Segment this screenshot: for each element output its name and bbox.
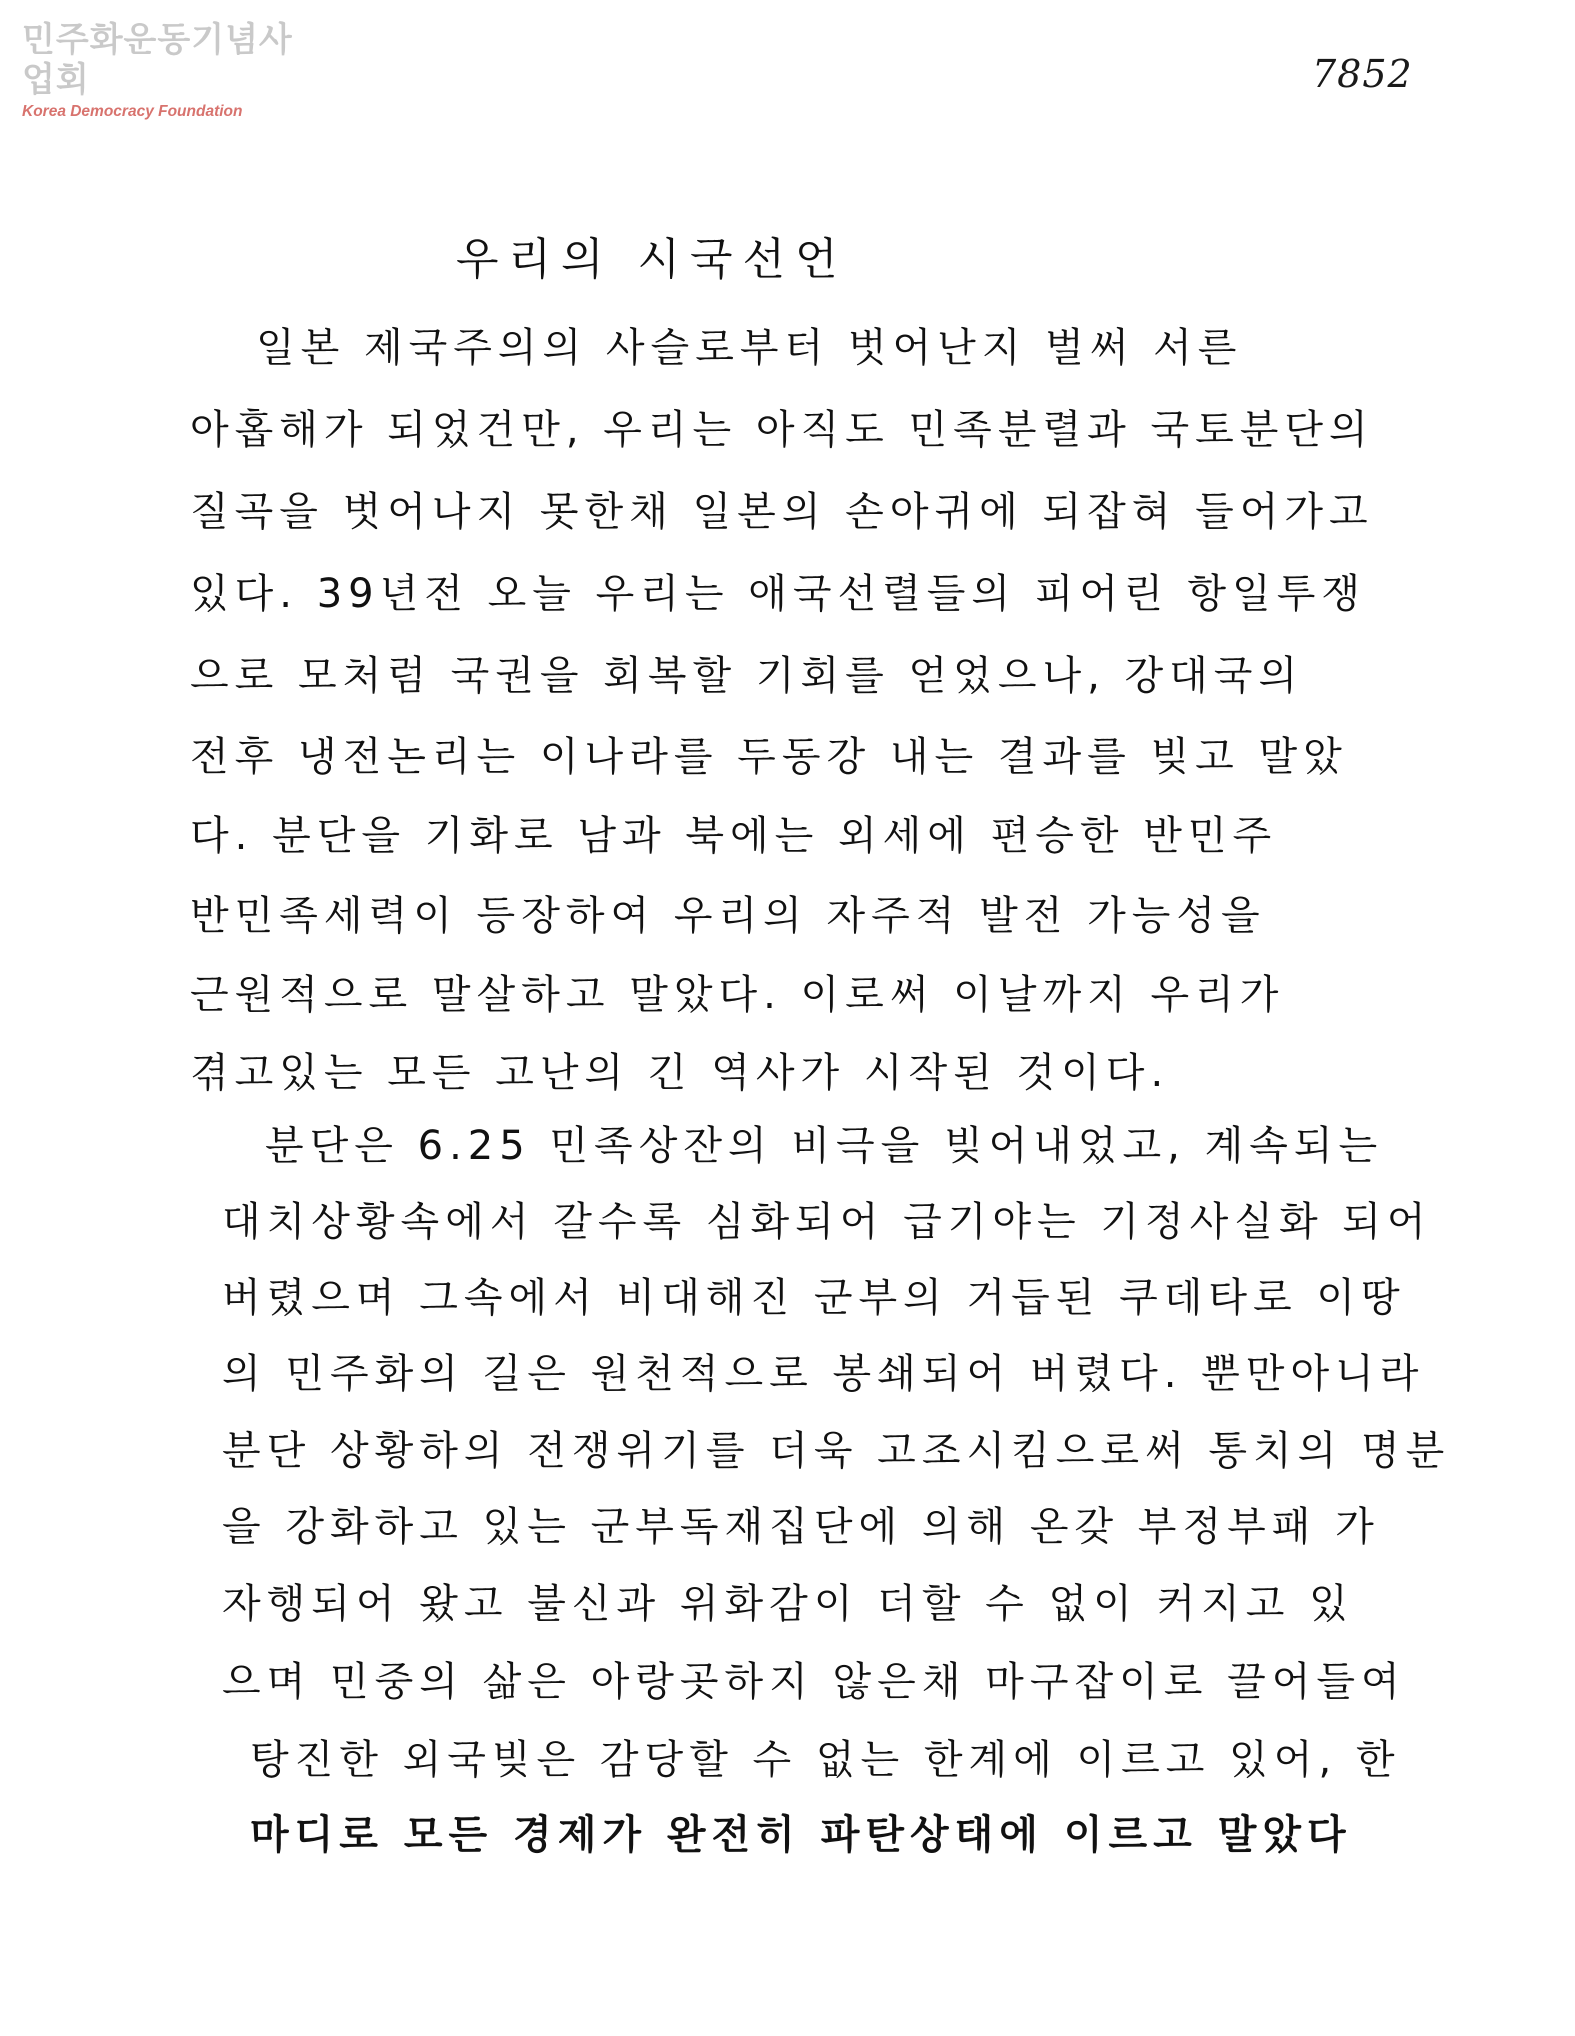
body-line: 있다. 39년전 오늘 우리는 애국선렬들의 피어린 항일투쟁 xyxy=(190,571,1366,617)
body-line: 탕진한 외국빚은 감당할 수 없는 한계에 이르고 있어, 한 xyxy=(250,1737,1401,1783)
body-line: 자행되어 왔고 불신과 위화감이 더할 수 없이 커지고 있 xyxy=(222,1581,1354,1627)
body-line: 분단은 6.25 민족상잔의 비극을 빚어내었고, 계속되는 xyxy=(265,1123,1384,1169)
body-line: 일본 제국주의의 사슬로부터 벗어난지 벌써 서른 xyxy=(256,325,1243,371)
body-line: 아홉해가 되었건만, 우리는 아직도 민족분렬과 국토분단의 xyxy=(190,407,1374,453)
body-line: 으며 민중의 삶은 아랑곳하지 않은채 마구잡이로 끌어들여 xyxy=(222,1659,1406,1705)
body-line: 겪고있는 모든 고난의 긴 역사가 시작된 것이다. xyxy=(190,1050,1170,1096)
body-line: 질곡을 벗어나지 못한채 일본의 손아귀에 되잡혀 들어가고 xyxy=(190,489,1374,535)
body-line: 대치상황속에서 갈수록 심화되어 급기야는 기정사실화 되어 xyxy=(222,1199,1432,1245)
body-line: 의 민주화의 길은 원천적으로 봉쇄되어 버렸다. 뿐만아니라 xyxy=(222,1351,1425,1397)
foundation-watermark xyxy=(22,20,322,122)
body-line: 근원적으로 말살하고 말았다. 이로써 이날까지 우리가 xyxy=(190,972,1285,1018)
body-line: 반민족세력이 등장하여 우리의 자주적 발전 가능성을 xyxy=(190,893,1266,939)
body-line: 마디로 모든 경제가 완전히 파탄상태에 이르고 말았다 xyxy=(250,1812,1352,1858)
watermark-english: Korea Democracy Foundation xyxy=(22,103,243,120)
watermark-korean: 민주화운동기념사업회 xyxy=(22,20,293,100)
document-title: 우리의 시국선언 xyxy=(456,234,848,285)
page-number: 7852 xyxy=(1312,52,1413,96)
body-line: 으로 모처럼 국권을 회복할 기회를 얻었으나, 강대국의 xyxy=(190,653,1304,699)
body-line: 을 강화하고 있는 군부독재집단에 의해 온갖 부정부패 가 xyxy=(222,1504,1380,1550)
body-line: 분단 상황하의 전쟁위기를 더욱 고조시킴으로써 통치의 명분 xyxy=(222,1428,1451,1474)
body-line: 다. 분단을 기화로 남과 북에는 외세에 편승한 반민주 xyxy=(190,813,1278,859)
body-line: 전후 냉전논리는 이나라를 두동강 내는 결과를 빚고 말았 xyxy=(190,734,1348,780)
body-line: 버렸으며 그속에서 비대해진 군부의 거듭된 쿠데타로 이땅 xyxy=(222,1275,1406,1321)
